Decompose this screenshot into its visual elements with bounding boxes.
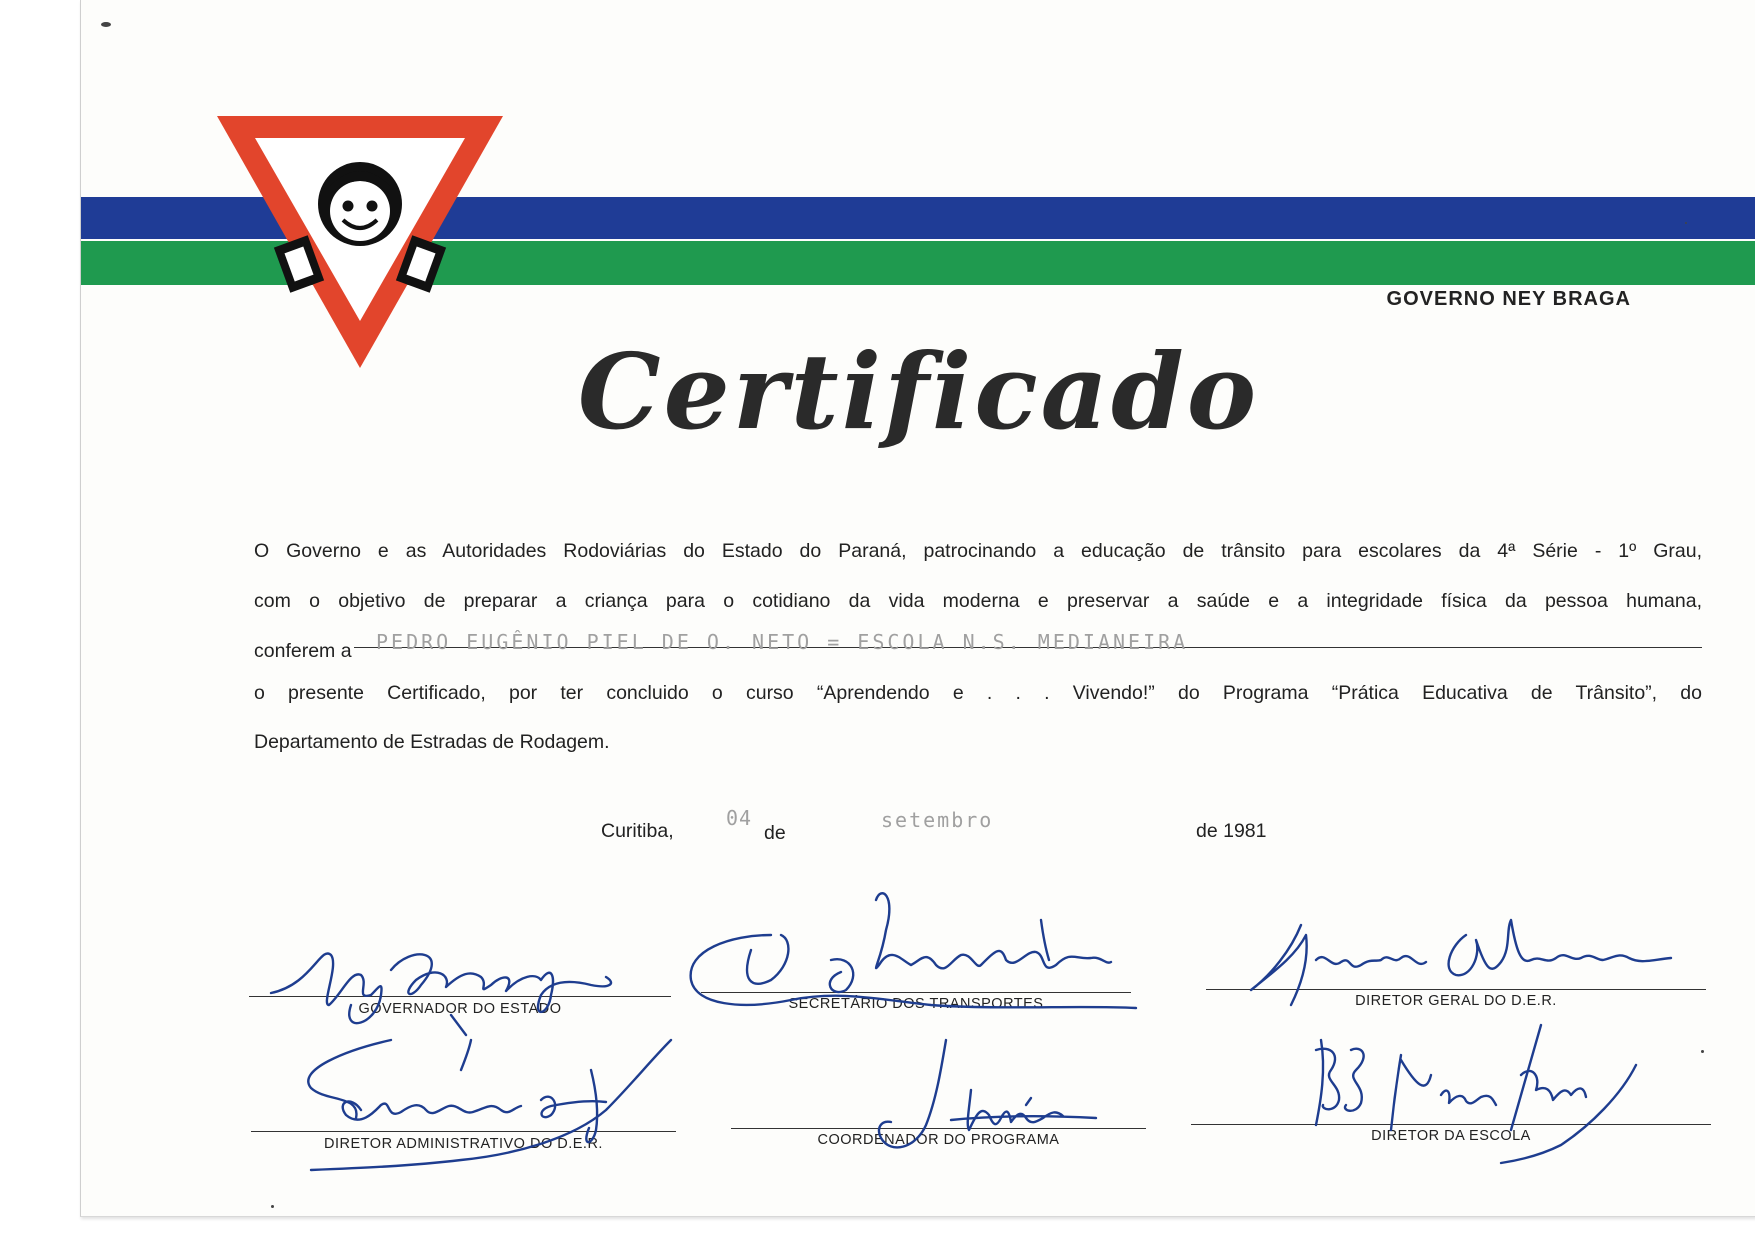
signature-director-admin — [251, 1030, 731, 1180]
paper-mark — [1701, 1050, 1704, 1053]
signature-coordinator — [851, 1030, 1111, 1170]
body-line-5: Departamento de Estradas de Rodagem. — [254, 731, 610, 753]
date-de: de — [764, 822, 786, 844]
signature-secretary — [681, 880, 1151, 1030]
label-school-director: DIRETOR DA ESCOLA — [1371, 1128, 1531, 1144]
conferem-label: conferem a — [254, 640, 352, 662]
body-line-2: com o objetivo de preparar a criança para o cotidiano da vida moderna e preservar a saúde e a integridade física da pessoa humana, — [254, 590, 1702, 612]
label-director-general: DIRETOR GERAL DO D.E.R. — [1355, 993, 1557, 1009]
body-line-4: o presente Certificado, por ter concluido o curso “Aprendendo e . . . Vivendo!” do Programa “Prática Educativa de Trânsito”, do — [254, 682, 1702, 704]
label-coordinator: COORDENADOR DO PROGRAMA — [817, 1132, 1060, 1148]
recipient-name: PEDRO EUGÊNIO PIEL DE O. NETO = ESCOLA N.S. MEDIANEIRA — [376, 630, 1189, 654]
label-governor: GOVERNADOR DO ESTADO — [358, 1001, 562, 1017]
date-city: Curitiba, — [601, 820, 674, 842]
paper-mark — [271, 1205, 274, 1208]
body-line-1: O Governo e as Autoridades Rodoviárias do Estado do Paraná, patrocinando a educação de trânsito para escolares da 4ª Série - 1º Grau, — [254, 540, 1702, 562]
paper-mark — [1685, 222, 1687, 224]
date-year: de 1981 — [1196, 820, 1267, 842]
signature-director-general — [1231, 900, 1701, 1030]
date-month: setembro — [881, 808, 994, 832]
label-director-admin: DIRETOR ADMINISTRATIVO DO D.E.R. — [324, 1136, 603, 1152]
label-secretary: SECRETÁRIO DOS TRANSPORTES — [788, 996, 1044, 1012]
signature-school-director — [1301, 1015, 1661, 1165]
date-day: 04 — [726, 806, 753, 830]
signature-governor — [251, 925, 671, 1035]
paper-mark — [101, 22, 111, 27]
government-label: GOVERNO NEY BRAGA — [1386, 288, 1631, 310]
certificate-title: Certificado — [577, 330, 1260, 453]
certificate-sheet — [80, 0, 1755, 1217]
